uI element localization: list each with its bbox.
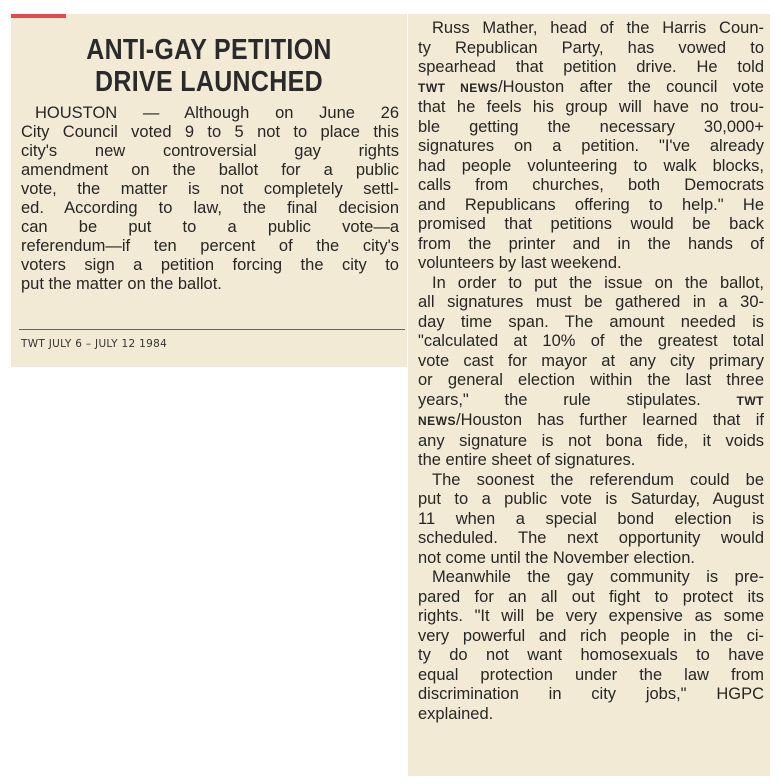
article-line: day time span. The amount needed is <box>418 312 764 331</box>
lead-line: put the matter on the ballot. <box>21 275 222 293</box>
lead-line: vote, the matter is not completely settl- <box>21 180 399 198</box>
red-mark <box>11 14 66 18</box>
dateline: TWT JULY 6 – JULY 12 1984 <box>21 338 168 350</box>
lead-line: referendum—if ten percent of the city's <box>21 237 399 255</box>
lead-line: ed. According to law, the final decision <box>21 199 399 217</box>
lead-paragraph <box>21 104 399 294</box>
article-line: very powerful and rich people in the ci- <box>418 626 764 645</box>
article-line: not come until the November election. <box>418 548 695 567</box>
lead-line: voters sign a petition forcing the city to <box>21 256 399 274</box>
article-line: had people volunteering to walk blocks, <box>418 156 764 175</box>
lead-line: can be put to a public vote—a <box>21 218 399 236</box>
article-line: In order to put the issue on the ballot, <box>432 273 764 292</box>
article-line: vote cast for mayor at any city primary <box>418 351 764 370</box>
article-line: NEWS/Houston has further learned that if <box>418 411 764 429</box>
article-line: Meanwhile the gay community is pre- <box>432 568 764 586</box>
article-line: that he feels his group will have no trou- <box>418 98 764 116</box>
divider-rule <box>19 329 405 330</box>
article-line: signatures on a petition. "I've already <box>418 137 764 155</box>
article-line: rights. "It will be very expensive as some <box>418 607 764 625</box>
article-line: or general election within the last three <box>418 371 764 389</box>
article-line: equal protection under the law from <box>418 665 764 684</box>
article-line: discrimination in city jobs," HGPC <box>418 685 764 703</box>
article-line: spearhead that petition drive. He told <box>418 58 764 76</box>
article-line: ble getting the necessary 30,000+ <box>418 117 764 136</box>
article-line: TWT NEWS/Houston after the council vote <box>418 77 764 96</box>
left-clipping <box>11 14 407 367</box>
article-line: "calculated at 10% of the greatest total <box>418 332 764 350</box>
article-line: ty Republican Party, has vowed to <box>418 38 764 57</box>
article-line: The soonest the referendum could be <box>432 470 764 489</box>
lead-line: amendment on the ballot for a public <box>21 161 399 179</box>
article-line: from the printer and in the hands of <box>418 234 764 253</box>
lead-line: city's new controversial gay rights <box>21 142 399 160</box>
article-line: put to a public vote is Saturday, August <box>418 490 764 508</box>
article-line: explained. <box>418 704 494 723</box>
headline-line-1: ANTI-GAY PETITION <box>86 34 332 66</box>
article-line: promised that petitions would be back <box>418 215 764 233</box>
article-line: scheduled. The next opportunity would <box>418 529 764 547</box>
article-line: all signatures must be gathered in a 30- <box>418 293 764 311</box>
article-line: volunteers by last weekend. <box>418 254 622 272</box>
article-line: and Republicans offering to help." He <box>418 195 764 214</box>
article-body <box>418 19 764 724</box>
right-clipping <box>408 14 770 776</box>
lead-line: HOUSTON — Although on June 26 <box>35 104 399 122</box>
article-line: any signature is not bona fide, it voids <box>418 431 764 450</box>
article-line: pared for an all out fight to protect its <box>418 587 764 606</box>
article-line: Russ Mather, head of the Harris Coun- <box>432 19 764 37</box>
article-line: the entire sheet of signatures. <box>418 451 636 469</box>
article-line: calls from churches, both Democrats <box>418 176 764 194</box>
headline-line-2: DRIVE LAUNCHED <box>95 66 323 98</box>
lead-line: City Council voted 9 to 5 not to place this <box>21 123 399 141</box>
article-line: ty do not want homosexuals to have <box>418 646 764 664</box>
article-line: years," the rule stipulates. TWT <box>418 390 764 409</box>
article-line: 11 when a special bond election is <box>418 509 764 528</box>
